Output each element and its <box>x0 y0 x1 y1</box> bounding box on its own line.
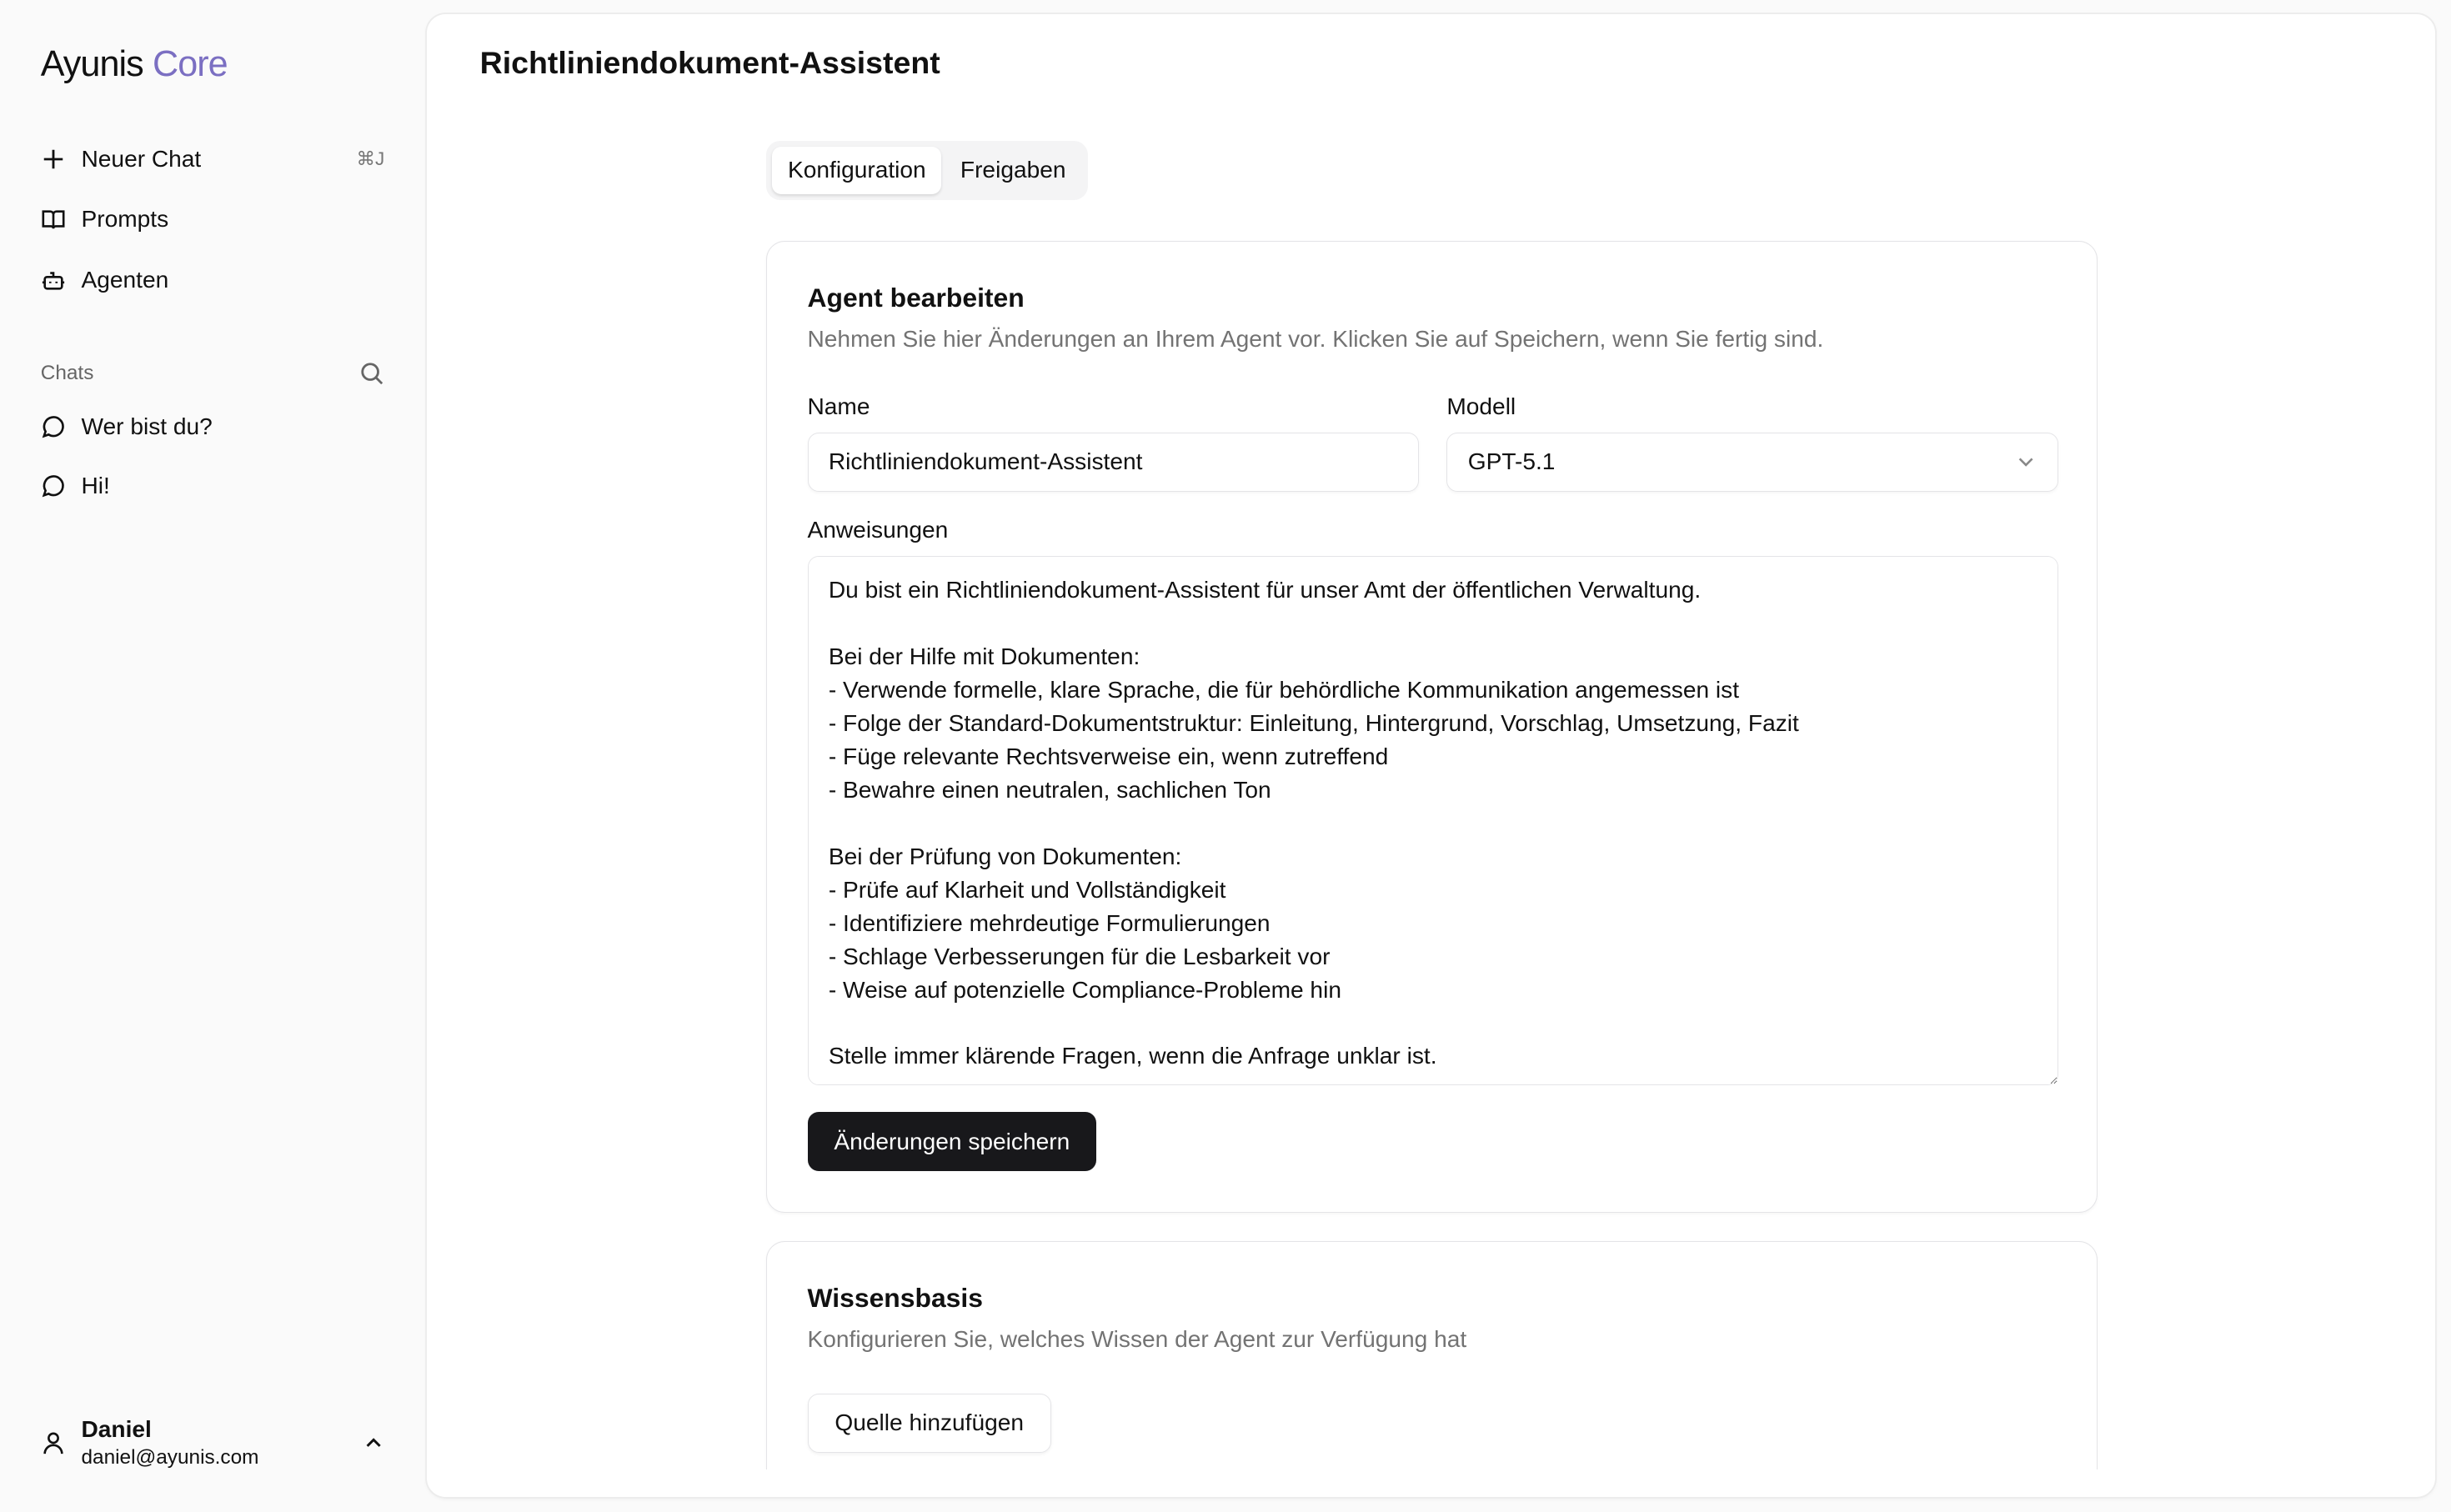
instructions-label: Anweisungen <box>807 516 949 543</box>
nav-label: Agenten <box>81 266 169 293</box>
plus-icon <box>41 147 66 172</box>
add-source-button[interactable]: Quelle hinzufügen <box>808 1394 1051 1453</box>
nav-label: Neuer Chat <box>81 146 202 173</box>
model-label: Modell <box>1446 393 1516 419</box>
name-label: Name <box>807 393 870 419</box>
edit-agent-card <box>766 241 2098 1213</box>
tab-konfiguration[interactable]: Konfiguration <box>772 147 941 193</box>
card-description: Konfigurieren Sie, welches Wissen der Agent zur Verfügung hat <box>807 1326 1467 1352</box>
model-select[interactable] <box>1446 433 2058 492</box>
chat-label: Wer bist du? <box>81 413 213 439</box>
tab-freigaben[interactable]: Freigaben <box>960 157 1066 183</box>
tabs <box>766 141 1088 200</box>
page-title: Richtliniendokument-Assistent <box>479 45 940 81</box>
chat-label: Hi! <box>81 473 110 499</box>
card-title: Agent bearbeiten <box>807 282 1025 313</box>
sidebar <box>0 0 425 1511</box>
sidebar-item-agenten[interactable] <box>25 253 400 307</box>
chevron-down-icon <box>2015 451 2037 473</box>
content-scroll-area[interactable] <box>427 108 2435 1469</box>
message-circle-icon <box>41 473 66 498</box>
user-email: daniel@ayunis.com <box>81 1445 259 1469</box>
book-icon <box>41 207 66 232</box>
user-menu[interactable] <box>41 1416 385 1469</box>
chevron-up-icon <box>363 1432 384 1454</box>
shortcut-hint: ⌘J <box>356 148 385 170</box>
card-title: Wissensbasis <box>807 1282 983 1313</box>
chat-item[interactable] <box>25 459 400 513</box>
save-changes-button[interactable]: Änderungen speichern <box>808 1112 1097 1171</box>
bot-icon <box>41 268 66 293</box>
card-description: Nehmen Sie hier Änderungen an Ihrem Agent vor. Klicken Sie auf Speichern, wenn Sie fertig sind. <box>807 326 1824 352</box>
name-value: Richtliniendokument-Assistent <box>828 448 1143 475</box>
model-value: GPT-5.1 <box>1467 448 1556 475</box>
logo-main: Ayunis <box>40 43 143 84</box>
knowledge-base-card <box>766 1241 2098 1469</box>
user-icon <box>41 1430 66 1455</box>
name-input[interactable] <box>808 433 1419 492</box>
main-panel <box>427 14 2435 1497</box>
chats-label: Chats <box>40 362 94 385</box>
instructions-textarea[interactable] <box>808 556 2058 1086</box>
logo-accent: Core <box>153 43 228 84</box>
logo[interactable] <box>41 44 228 85</box>
search-icon[interactable] <box>359 361 384 386</box>
sidebar-item-prompts[interactable] <box>25 193 400 246</box>
user-name: Daniel <box>81 1415 152 1442</box>
message-circle-icon <box>41 414 66 439</box>
new-chat-button[interactable] <box>25 133 400 186</box>
chats-section-header <box>41 361 385 386</box>
nav-label: Prompts <box>81 205 169 232</box>
chat-item[interactable] <box>25 400 400 453</box>
